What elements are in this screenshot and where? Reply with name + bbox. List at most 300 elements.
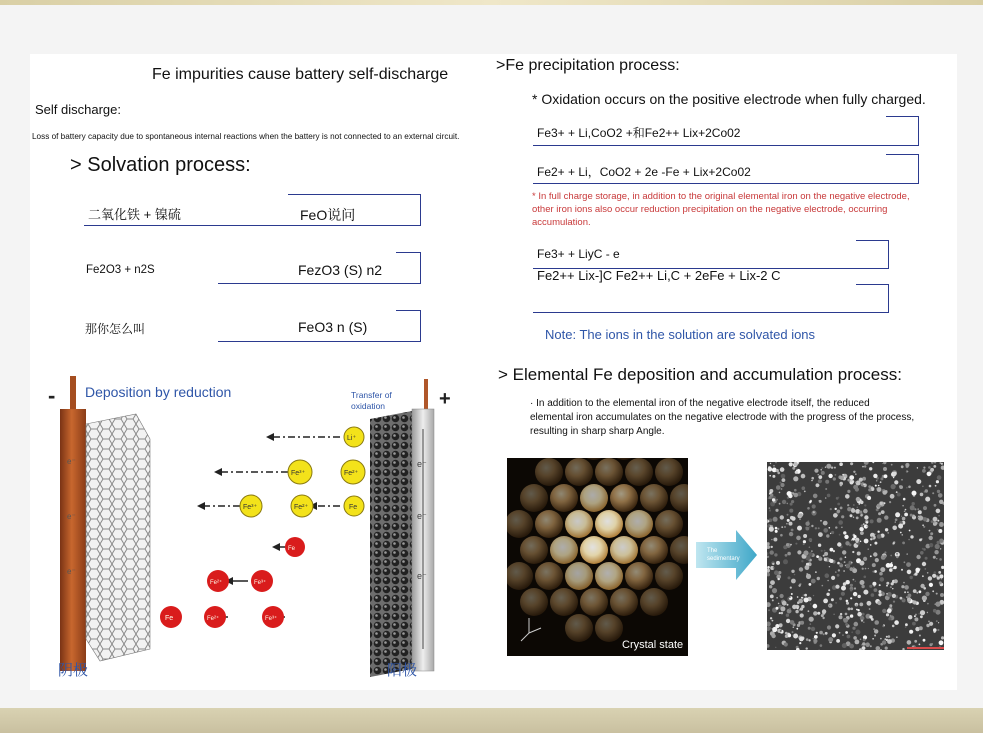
sediment-speckle xyxy=(903,498,906,501)
sediment-speckle xyxy=(923,526,925,528)
sediment-speckle xyxy=(797,526,802,531)
equation-underline-2 xyxy=(533,183,888,184)
transition-arrow xyxy=(696,530,758,580)
sediment-speckle xyxy=(902,517,906,521)
sediment-speckle xyxy=(789,509,793,513)
sediment-speckle xyxy=(907,640,912,645)
sediment-speckle xyxy=(847,635,851,639)
sediment-speckle xyxy=(781,612,784,615)
sediment-speckle xyxy=(868,568,869,569)
arrow-heads xyxy=(197,433,349,621)
sediment-speckle xyxy=(935,602,940,607)
slide-title: Fe impurities cause battery self-discharge xyxy=(152,66,449,83)
sediment-speckle xyxy=(882,640,886,644)
sediment-speckle xyxy=(938,515,940,517)
sediment-speckle xyxy=(772,599,774,601)
sediment-speckle xyxy=(874,570,877,573)
lattice-sphere xyxy=(625,510,653,538)
sediment-speckle xyxy=(804,491,806,493)
sediment-speckle xyxy=(913,589,917,593)
sediment-speckle xyxy=(907,591,909,593)
sediment-speckle xyxy=(890,615,892,617)
sediment-speckle xyxy=(812,504,816,508)
lattice-sphere xyxy=(535,510,563,538)
sediment-speckle xyxy=(825,632,828,635)
reaction-box-3 xyxy=(396,310,421,342)
sediment-speckle xyxy=(813,595,814,596)
sediment-speckle xyxy=(853,471,855,473)
sediment-speckle xyxy=(769,507,771,509)
sediment-speckle xyxy=(856,497,861,502)
sediment-speckle xyxy=(874,635,876,637)
sediment-speckle xyxy=(862,568,864,570)
sediment-speckle xyxy=(778,578,780,580)
sediment-speckle xyxy=(793,462,797,466)
sediment-speckle xyxy=(809,546,811,548)
svg-text:e⁻: e⁻ xyxy=(417,459,427,469)
sediment-speckle xyxy=(893,477,894,478)
sediment-speckle xyxy=(879,590,882,593)
sediment-speckle xyxy=(827,580,829,582)
sediment-speckle xyxy=(815,571,817,573)
sediment-speckle xyxy=(912,515,915,518)
sediment-speckle xyxy=(860,541,862,543)
sediment-speckle xyxy=(859,478,863,482)
sediment-speckle xyxy=(791,570,794,573)
sediment-speckle xyxy=(923,639,926,642)
sediment-speckle xyxy=(818,479,822,483)
sediment-speckle xyxy=(872,563,876,567)
sediment-speckle xyxy=(934,550,938,554)
sediment-speckle xyxy=(827,625,831,629)
sediment-speckle xyxy=(843,582,847,586)
sediment-speckle xyxy=(804,594,807,597)
sediment-speckle xyxy=(797,624,800,627)
sediment-speckle xyxy=(862,466,864,468)
sediment-speckle xyxy=(902,534,903,535)
sediment-speckle xyxy=(782,500,786,504)
sediment-speckle xyxy=(838,569,840,571)
svg-text:Fe: Fe xyxy=(288,546,296,552)
sediment-speckle xyxy=(809,526,811,528)
sediment-speckle xyxy=(934,504,937,507)
sediment-speckle xyxy=(837,562,840,565)
sediment-speckle xyxy=(835,585,839,589)
sediment-speckle xyxy=(932,574,936,578)
sediment-speckle xyxy=(922,486,924,488)
sediment-speckle xyxy=(824,558,827,561)
reaction-3-left: 那你怎么叫 xyxy=(85,322,146,336)
sediment-speckle xyxy=(893,542,895,544)
sediment-speckle xyxy=(787,552,791,556)
sediment-speckle xyxy=(912,622,916,626)
sediment-speckle xyxy=(937,490,940,493)
deposition-label: Deposition by reduction xyxy=(85,384,232,400)
sediment-speckle xyxy=(776,561,780,565)
sediment-speckle xyxy=(870,544,872,546)
sediment-speckle xyxy=(821,467,823,469)
sediment-speckle xyxy=(837,542,841,546)
sediment-speckle xyxy=(844,561,846,563)
svg-text:e⁻: e⁻ xyxy=(67,512,76,521)
sediment-speckle xyxy=(857,507,858,508)
lattice-sphere xyxy=(580,588,608,616)
sediment-speckle xyxy=(896,553,898,555)
sediment-speckle xyxy=(864,465,866,467)
sediment-speckle xyxy=(864,504,866,506)
svg-text:Fe³⁺: Fe³⁺ xyxy=(265,616,278,622)
sediment-speckle xyxy=(893,601,895,603)
sediment-speckle xyxy=(780,594,784,598)
lattice-sphere xyxy=(520,536,548,564)
sediment-speckle xyxy=(847,507,851,511)
sediment-speckle xyxy=(919,644,921,646)
sediment-speckle xyxy=(837,503,840,506)
lattice-sphere xyxy=(520,588,548,616)
sediment-speckle xyxy=(893,472,897,476)
sediment-speckle xyxy=(841,527,843,529)
lattice-sphere xyxy=(655,510,683,538)
sediment-speckle xyxy=(928,621,930,623)
sediment-speckle xyxy=(882,625,884,627)
sediment-speckle xyxy=(810,603,812,605)
minus-sign: - xyxy=(48,383,56,408)
sediment-speckle xyxy=(872,571,874,573)
sediment-speckle xyxy=(818,544,821,547)
sediment-speckle xyxy=(804,598,809,603)
sediment-speckle xyxy=(874,620,879,625)
sediment-speckle xyxy=(929,583,933,587)
sediment-speckle xyxy=(814,635,818,639)
sediment-speckle xyxy=(855,540,858,543)
equation-1: Fe3+ + Li,CoO2 +和Fe2++ Lix+2Co02 xyxy=(537,126,741,140)
sediment-speckle xyxy=(897,493,901,497)
sediment-speckle xyxy=(939,558,942,561)
sediment-speckle xyxy=(920,610,925,615)
sediment-speckle xyxy=(896,491,898,493)
sediment-speckle xyxy=(853,636,857,640)
sediment-speckle xyxy=(923,517,927,521)
sediment-speckle xyxy=(822,585,824,587)
sediment-speckle xyxy=(798,599,803,604)
sediment-speckle xyxy=(819,556,821,558)
reaction-3-right: FeO3 n (S) xyxy=(298,319,368,335)
sediment-speckle xyxy=(788,633,790,635)
sediment-speckle xyxy=(864,515,868,519)
sediment-speckle xyxy=(870,645,872,647)
sediment-speckle xyxy=(775,624,779,628)
sediment-speckle xyxy=(927,572,929,574)
lattice-sphere xyxy=(565,614,593,642)
sediment-speckle xyxy=(892,608,893,609)
lattice-sphere xyxy=(565,510,593,538)
sediment-speckle xyxy=(914,640,917,643)
sediment-speckle xyxy=(820,644,823,647)
sediment-speckle xyxy=(789,532,793,536)
sediment-speckle xyxy=(826,593,829,596)
sediment-speckle xyxy=(794,493,799,498)
sediment-speckle xyxy=(939,640,944,645)
sediment-speckle xyxy=(859,603,863,607)
sediment-speckle xyxy=(853,579,855,581)
sediment-speckle xyxy=(784,526,785,527)
sediment-speckle xyxy=(925,497,930,502)
sediment-speckle xyxy=(904,513,908,517)
bottom-decor-bar xyxy=(0,708,983,733)
sediment-speckle xyxy=(818,474,819,475)
sediment-speckle xyxy=(793,476,798,481)
sediment-speckle xyxy=(875,485,877,487)
sediment-speckle xyxy=(889,501,891,503)
sediment-speckle xyxy=(851,539,852,540)
sediment-speckle xyxy=(896,637,897,638)
sediment-speckle xyxy=(817,612,820,615)
sediment-speckle xyxy=(869,585,872,588)
reaction-1-right: FeO说问 xyxy=(300,207,356,223)
sediment-speckle xyxy=(853,567,855,569)
sediment-speckle xyxy=(861,524,864,527)
sediment-speckle xyxy=(835,474,837,476)
sediment-speckle xyxy=(779,503,781,505)
sediment-speckle xyxy=(871,536,873,538)
sediment-speckle xyxy=(775,647,776,648)
sediment-speckle xyxy=(780,630,782,632)
sediment-speckle xyxy=(869,467,872,470)
sediment-speckle xyxy=(850,567,854,571)
sediment-speckle xyxy=(864,539,869,544)
sediment-speckle xyxy=(806,647,808,649)
svg-text:e⁻: e⁻ xyxy=(417,511,427,521)
sediment-speckle xyxy=(811,525,813,527)
sediment-speckle xyxy=(916,479,921,484)
lattice-sphere xyxy=(565,458,593,486)
sediment-speckle xyxy=(899,485,903,489)
sediment-speckle xyxy=(796,468,798,470)
sediment-speckle xyxy=(894,480,898,484)
reaction-underline-2a xyxy=(218,283,290,284)
reaction-underline-3a xyxy=(218,341,290,342)
svg-text:e⁻: e⁻ xyxy=(67,567,76,576)
sediment-speckle xyxy=(796,628,798,630)
sediment-speckle xyxy=(893,566,896,569)
sediment-speckle xyxy=(802,486,806,490)
sediment-speckle xyxy=(851,608,854,611)
sediment-speckle xyxy=(839,558,842,561)
sediment-speckle xyxy=(791,529,794,532)
sediment-speckle xyxy=(783,559,788,564)
battery-diagram xyxy=(40,369,460,687)
sediment-speckle xyxy=(855,581,856,582)
sediment-speckle xyxy=(853,592,857,596)
sediment-speckle xyxy=(840,476,844,480)
sediment-speckle xyxy=(859,503,861,505)
sediment-speckle xyxy=(867,496,871,500)
sediment-speckle xyxy=(799,567,803,571)
sediment-speckle xyxy=(813,511,815,513)
sediment-speckle xyxy=(921,538,923,540)
equation-box-1 xyxy=(886,116,919,146)
sediment-speckle xyxy=(773,567,775,569)
sediment-speckle xyxy=(925,592,929,596)
sediment-speckle xyxy=(884,515,888,519)
sediment-speckle xyxy=(931,520,934,523)
sediment-speckle xyxy=(823,599,828,604)
sediment-speckle xyxy=(906,562,911,567)
sediment-speckle xyxy=(777,528,779,530)
sediment-speckle xyxy=(873,474,877,478)
crystal-state-image xyxy=(507,458,688,656)
sediment-speckle xyxy=(839,632,841,634)
sediment-speckle xyxy=(860,639,862,641)
sediment-speckle xyxy=(895,518,898,521)
precipitation-heading: >Fe precipitation process: xyxy=(496,57,680,74)
sediment-speckle xyxy=(772,588,777,593)
sediment-speckle xyxy=(816,483,820,487)
sediment-speckle xyxy=(818,475,822,479)
slide xyxy=(30,54,957,690)
sediment-speckle xyxy=(929,485,932,488)
sediment-speckle xyxy=(850,462,853,465)
sediment-speckle xyxy=(824,552,828,556)
sediment-speckle xyxy=(832,633,836,637)
sediment-speckle xyxy=(850,597,852,599)
svg-text:e⁻: e⁻ xyxy=(67,457,76,466)
sediment-speckle xyxy=(780,467,785,472)
sediment-speckle xyxy=(797,607,799,609)
sediment-speckle xyxy=(852,627,855,630)
sediment-speckle xyxy=(861,585,864,588)
sediment-speckle xyxy=(918,515,923,520)
sediment-speckle xyxy=(799,642,801,644)
sediment-speckle xyxy=(811,627,815,631)
sediment-speckle xyxy=(888,617,891,620)
sediment-speckle xyxy=(854,587,856,589)
sediment-speckle xyxy=(936,593,938,595)
sediment-speckle xyxy=(922,596,927,601)
sediment-speckle xyxy=(855,473,857,475)
svg-text:Fe²⁺: Fe²⁺ xyxy=(294,504,309,511)
sediment-speckle xyxy=(850,514,853,517)
sediment-speckle xyxy=(868,485,871,488)
sediment-speckle xyxy=(847,490,850,493)
sediment-speckle xyxy=(927,472,932,477)
sediment-speckle xyxy=(808,627,811,630)
sediment-speckle xyxy=(872,582,876,586)
sediment-speckle xyxy=(931,643,933,645)
sediment-speckle xyxy=(886,563,891,568)
sediment-speckle xyxy=(806,527,810,531)
sediment-speckle xyxy=(877,487,882,492)
sediment-speckle xyxy=(904,561,906,563)
sediment-speckle xyxy=(842,474,844,476)
sediment-speckle xyxy=(775,509,778,512)
sediment-speckle xyxy=(919,626,923,630)
sediment-speckle xyxy=(767,566,770,569)
lattice-sphere xyxy=(610,536,638,564)
sediment-speckle xyxy=(841,586,846,591)
sediment-speckle xyxy=(839,534,841,536)
top-decor-bar xyxy=(0,0,983,5)
sediment-speckle xyxy=(845,541,849,545)
sediment-speckle xyxy=(870,519,874,523)
sediment-speckle xyxy=(939,574,943,578)
sediment-speckle xyxy=(855,640,860,645)
sediment-speckle xyxy=(790,544,792,546)
sediment-speckle xyxy=(880,477,883,480)
sediment-speckle xyxy=(907,471,908,472)
sediment-speckle xyxy=(769,527,774,532)
elemental-heading: > Elemental Fe deposition and accumulation process: xyxy=(498,365,902,384)
sediment-speckle xyxy=(775,527,778,530)
sediment-speckle xyxy=(771,546,773,548)
sediment-speckle xyxy=(805,522,809,526)
sediment-speckle xyxy=(845,565,846,566)
sediment-speckle xyxy=(925,557,928,560)
sediment-speckle xyxy=(780,483,784,487)
sediment-speckle xyxy=(840,613,842,615)
sediment-speckle xyxy=(910,576,913,579)
sediment-speckle xyxy=(772,628,774,630)
sediment-speckle xyxy=(892,594,896,598)
sediment-speckle xyxy=(809,583,812,586)
sediment-speckle xyxy=(886,593,888,595)
graphite-layer xyxy=(86,414,150,661)
sediment-speckle xyxy=(770,617,772,619)
sediment-speckle xyxy=(808,610,810,612)
sediment-speckle xyxy=(786,543,789,546)
sediment-speckle xyxy=(853,535,856,538)
sediment-speckle xyxy=(935,544,940,549)
sediment-speckle xyxy=(818,527,820,529)
sediment-speckle xyxy=(845,623,848,626)
sediment-speckle xyxy=(833,614,834,615)
sediment-speckle xyxy=(872,638,874,640)
sediment-speckle xyxy=(906,596,908,598)
sediment-speckle xyxy=(815,527,817,529)
sediment-speckle xyxy=(790,620,795,625)
sediment-speckle xyxy=(912,502,915,505)
cathode-material-layer xyxy=(370,411,412,677)
sediment-speckle xyxy=(776,607,779,610)
sediment-speckle xyxy=(871,593,875,597)
sediment-speckle xyxy=(864,487,865,488)
sediment-speckle xyxy=(823,521,828,526)
sediment-speckle xyxy=(851,562,853,564)
sediment-speckle xyxy=(850,589,853,592)
sediment-speckle xyxy=(938,493,943,498)
sediment-speckle xyxy=(929,530,931,532)
sediment-speckle xyxy=(827,494,831,498)
sediment-speckle xyxy=(789,462,793,466)
sediment-speckle xyxy=(833,477,836,480)
sediment-speckle xyxy=(791,579,796,584)
sediment-speckle xyxy=(796,536,801,541)
sediment-speckle xyxy=(860,531,864,535)
sediment-speckle xyxy=(920,615,923,618)
sediment-speckle xyxy=(816,632,818,634)
sediment-speckle xyxy=(937,529,939,531)
sediment-speckle xyxy=(780,606,785,611)
sediment-speckle xyxy=(937,577,940,580)
sediment-speckle xyxy=(922,575,924,577)
sediment-speckle xyxy=(906,553,908,555)
cathode-collector xyxy=(60,409,86,671)
lattice-sphere xyxy=(595,562,623,590)
sediment-speckle xyxy=(908,594,912,598)
sediment-speckle xyxy=(920,551,924,555)
sediment-speckle xyxy=(772,563,774,565)
sediment-speckle xyxy=(901,569,903,571)
